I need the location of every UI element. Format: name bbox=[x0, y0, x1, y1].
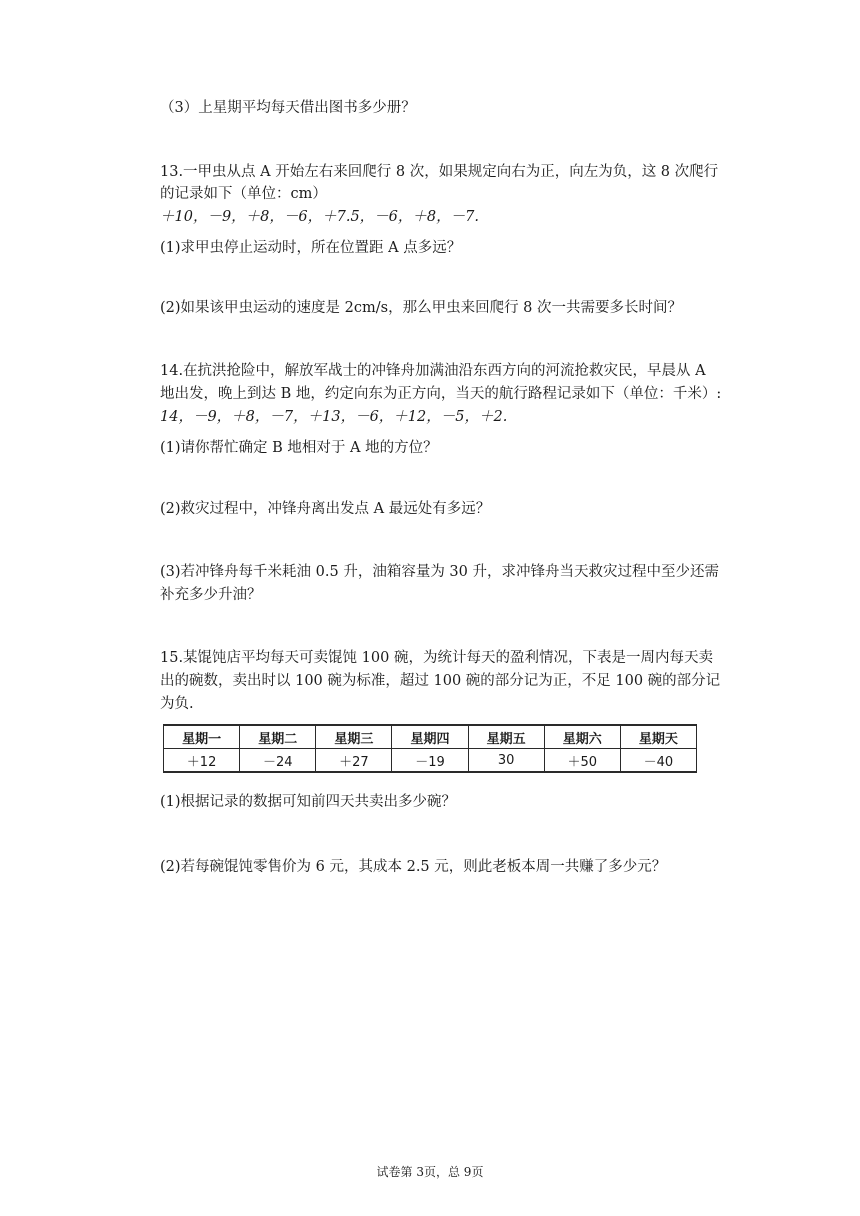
sales-record-table bbox=[163, 724, 697, 773]
q14-data: 14，－9，＋8，－7，＋13，－6，＋12，－5，＋2. bbox=[160, 409, 508, 425]
table-cell: ＋12 bbox=[164, 749, 240, 773]
table-cell: －19 bbox=[392, 749, 468, 773]
q13-sub1: (1)求甲虫停止运动时，所在位置距 A 点多远？ bbox=[160, 240, 462, 256]
table-cell: 30 bbox=[468, 749, 544, 773]
q15-sub2: (2)若每碗馄饨零售价为 6 元，其成本 2.5 元，则此老板本周一共赚了多少元？ bbox=[160, 859, 667, 875]
q14-stem-line1: 14.在抗洪抢险中，解放军战士的冲锋舟加满油沿东西方向的河流抢救灾民，早晨从 A bbox=[160, 363, 706, 379]
table-header-cell: 星期五 bbox=[468, 725, 544, 749]
q13-data: ＋10，－9，＋8，－6，＋7.5，－6，＋8，－7. bbox=[160, 209, 479, 225]
table-header-cell: 星期天 bbox=[620, 725, 696, 749]
table-header-cell: 星期三 bbox=[316, 725, 392, 749]
q15-sub1: (1)根据记录的数据可知前四天共卖出多少碗？ bbox=[160, 794, 457, 810]
q14-sub3-line1: (3)若冲锋舟每千米耗油 0.5 升，油箱容量为 30 升，求冲锋舟当天救灾过程中至少还需 bbox=[160, 564, 719, 580]
table-cell: －40 bbox=[620, 749, 696, 773]
q13-sub2: (2)如果该甲虫运动的速度是 2cm/s，那么甲虫来回爬行 8 次一共需要多长时间？ bbox=[160, 300, 683, 316]
table-cell: ＋50 bbox=[544, 749, 620, 773]
q15-stem-line2: 出的碗数，卖出时以 100 碗为标准，超过 100 碗的部分记为正，不足 100 碗的部分记 bbox=[160, 673, 721, 689]
q15-stem-line1: 15.某馄饨店平均每天可卖馄饨 100 碗，为统计每天的盈利情况，下表是一周内每天卖 bbox=[160, 650, 713, 666]
q14-sub1: (1)请你帮忙确定 B 地相对于 A 地的方位？ bbox=[160, 440, 438, 456]
table-header-row bbox=[164, 725, 697, 749]
q15-stem-line3: 为负. bbox=[160, 696, 194, 712]
table-header-cell: 星期四 bbox=[392, 725, 468, 749]
q13-stem-line1: 13.一甲虫从点 A 开始左右来回爬行 8 次，如果规定向右为正，向左为负，这 8 次爬行 bbox=[160, 164, 719, 180]
q14-sub3-line2: 补充多少升油？ bbox=[160, 587, 262, 603]
q14-sub2: (2)救灾过程中，冲锋舟离出发点 A 最远处有多远？ bbox=[160, 501, 491, 517]
table-row bbox=[164, 749, 697, 773]
table-cell: －24 bbox=[240, 749, 316, 773]
table-cell: ＋27 bbox=[316, 749, 392, 773]
table-header-cell: 星期一 bbox=[164, 725, 240, 749]
table-header-cell: 星期六 bbox=[544, 725, 620, 749]
q13-stem-line2: 的记录如下（单位：cm） bbox=[160, 186, 327, 202]
page-footer: 试卷第 3页，总 9页 bbox=[376, 1165, 484, 1179]
table-header-cell: 星期二 bbox=[240, 725, 316, 749]
q12-part3: （3）上星期平均每天借出图书多少册？ bbox=[160, 100, 416, 116]
q14-stem-line2: 地出发，晚上到达 B 地，约定向东为正方向，当天的航行路程记录如下（单位：千米）: bbox=[160, 386, 722, 402]
